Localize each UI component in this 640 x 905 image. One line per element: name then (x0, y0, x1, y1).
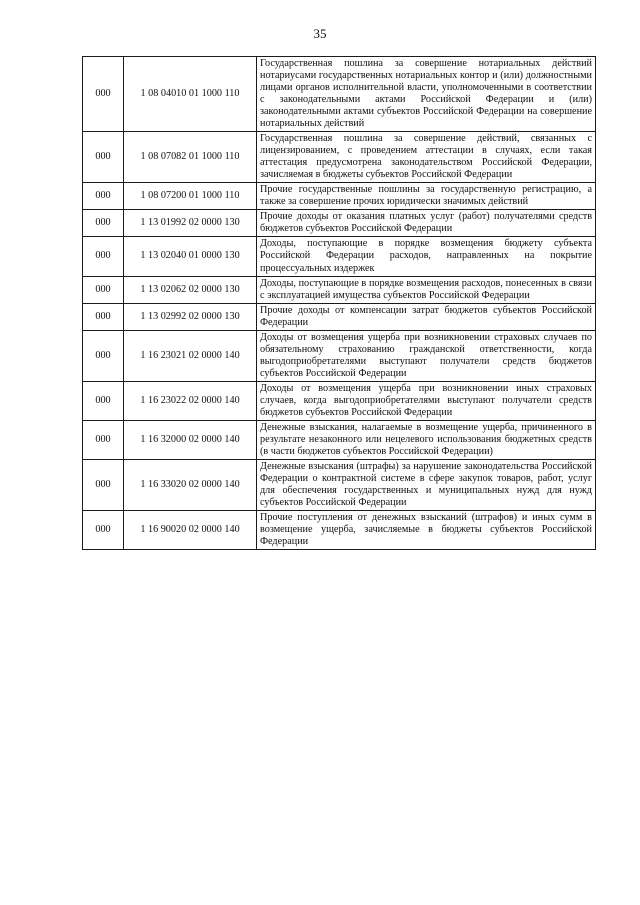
budget-code-cell: 1 16 33020 02 0000 140 (124, 459, 257, 510)
budget-code-cell: 1 08 07200 01 1000 110 (124, 183, 257, 210)
table-row (83, 459, 596, 510)
description-cell: Государственная пошлина за совершение действий, связанных с лицензированием, с проведением аттестации в случаях, если такая аттестация предусмотрена законодательством Российской Федерации, зачисляемая в бюджеты субъектов Российской Федерации (257, 132, 596, 183)
table-row (83, 183, 596, 210)
admin-code-cell: 000 (83, 511, 124, 550)
admin-code-cell: 000 (83, 303, 124, 330)
table-row (83, 330, 596, 381)
admin-code-cell: 000 (83, 381, 124, 420)
admin-code-cell: 000 (83, 237, 124, 276)
budget-code-cell: 1 08 04010 01 1000 110 (124, 57, 257, 132)
admin-code-cell: 000 (83, 183, 124, 210)
table-row (83, 276, 596, 303)
table-row (83, 381, 596, 420)
revenue-classification-table (82, 56, 596, 550)
budget-code-cell: 1 16 23021 02 0000 140 (124, 330, 257, 381)
description-cell: Государственная пошлина за совершение нотариальных действий нотариусами государственных нотариальных контор и (или) должностными лицами органов исполнительной власти, уполномоченными в соответствии с законодательными актами Российской Федерации и (или) законодательными актами субъектов Российской Федерации на совершение нотариальных действий (257, 57, 596, 132)
description-cell: Денежные взыскания, налагаемые в возмещение ущерба, причиненного в результате незаконного или нецелевого использования бюджетных средств (в части бюджетов субъектов Российской Федерации) (257, 420, 596, 459)
budget-code-cell: 1 13 02062 02 0000 130 (124, 276, 257, 303)
table-row (83, 303, 596, 330)
description-cell: Доходы от возмещения ущерба при возникновении иных страховых случаев, когда выгодоприобретателями выступают получатели средств бюджетов субъектов Российской Федерации (257, 381, 596, 420)
description-cell: Прочие государственные пошлины за государственную регистрацию, а также за совершение прочих юридически значимых действий (257, 183, 596, 210)
description-cell: Прочие доходы от оказания платных услуг (работ) получателями средств бюджетов субъектов Российской Федерации (257, 210, 596, 237)
budget-code-cell: 1 13 01992 02 0000 130 (124, 210, 257, 237)
admin-code-cell: 000 (83, 459, 124, 510)
table-row (83, 132, 596, 183)
table-row (83, 511, 596, 550)
budget-code-cell: 1 13 02040 01 0000 130 (124, 237, 257, 276)
description-cell: Доходы, поступающие в порядке возмещения расходов, понесенных в связи с эксплуатацией имущества субъектов Российской Федерации (257, 276, 596, 303)
admin-code-cell: 000 (83, 132, 124, 183)
admin-code-cell: 000 (83, 330, 124, 381)
budget-code-cell: 1 13 02992 02 0000 130 (124, 303, 257, 330)
admin-code-cell: 000 (83, 276, 124, 303)
description-cell: Прочие доходы от компенсации затрат бюджетов субъектов Российской Федерации (257, 303, 596, 330)
table-row (83, 210, 596, 237)
description-cell: Прочие поступления от денежных взысканий (штрафов) и иных сумм в возмещение ущерба, зачисляемые в бюджеты субъектов Российской Федерации (257, 511, 596, 550)
admin-code-cell: 000 (83, 210, 124, 237)
budget-code-cell: 1 08 07082 01 1000 110 (124, 132, 257, 183)
budget-code-cell: 1 16 32000 02 0000 140 (124, 420, 257, 459)
table-row (83, 57, 596, 132)
description-cell: Денежные взыскания (штрафы) за нарушение законодательства Российской Федерации о контрактной системе в сфере закупок товаров, работ, услуг для обеспечения государственных и муниципальных нужд для нужд субъектов Российской Федерации (257, 459, 596, 510)
description-cell: Доходы от возмещения ущерба при возникновении страховых случаев по обязательному страхованию гражданской ответственности, когда выгодоприобретателями выступают получатели средств бюджетов субъектов Российской Федерации (257, 330, 596, 381)
admin-code-cell: 000 (83, 57, 124, 132)
description-cell: Доходы, поступающие в порядке возмещения бюджету субъекта Российской Федерации расходов, направленных на покрытие процессуальных издержек (257, 237, 596, 276)
table-body (83, 57, 596, 550)
page-number: 35 (313, 26, 327, 41)
budget-code-cell: 1 16 90020 02 0000 140 (124, 511, 257, 550)
table-row (83, 237, 596, 276)
budget-code-cell: 1 16 23022 02 0000 140 (124, 381, 257, 420)
admin-code-cell: 000 (83, 420, 124, 459)
table-row (83, 420, 596, 459)
